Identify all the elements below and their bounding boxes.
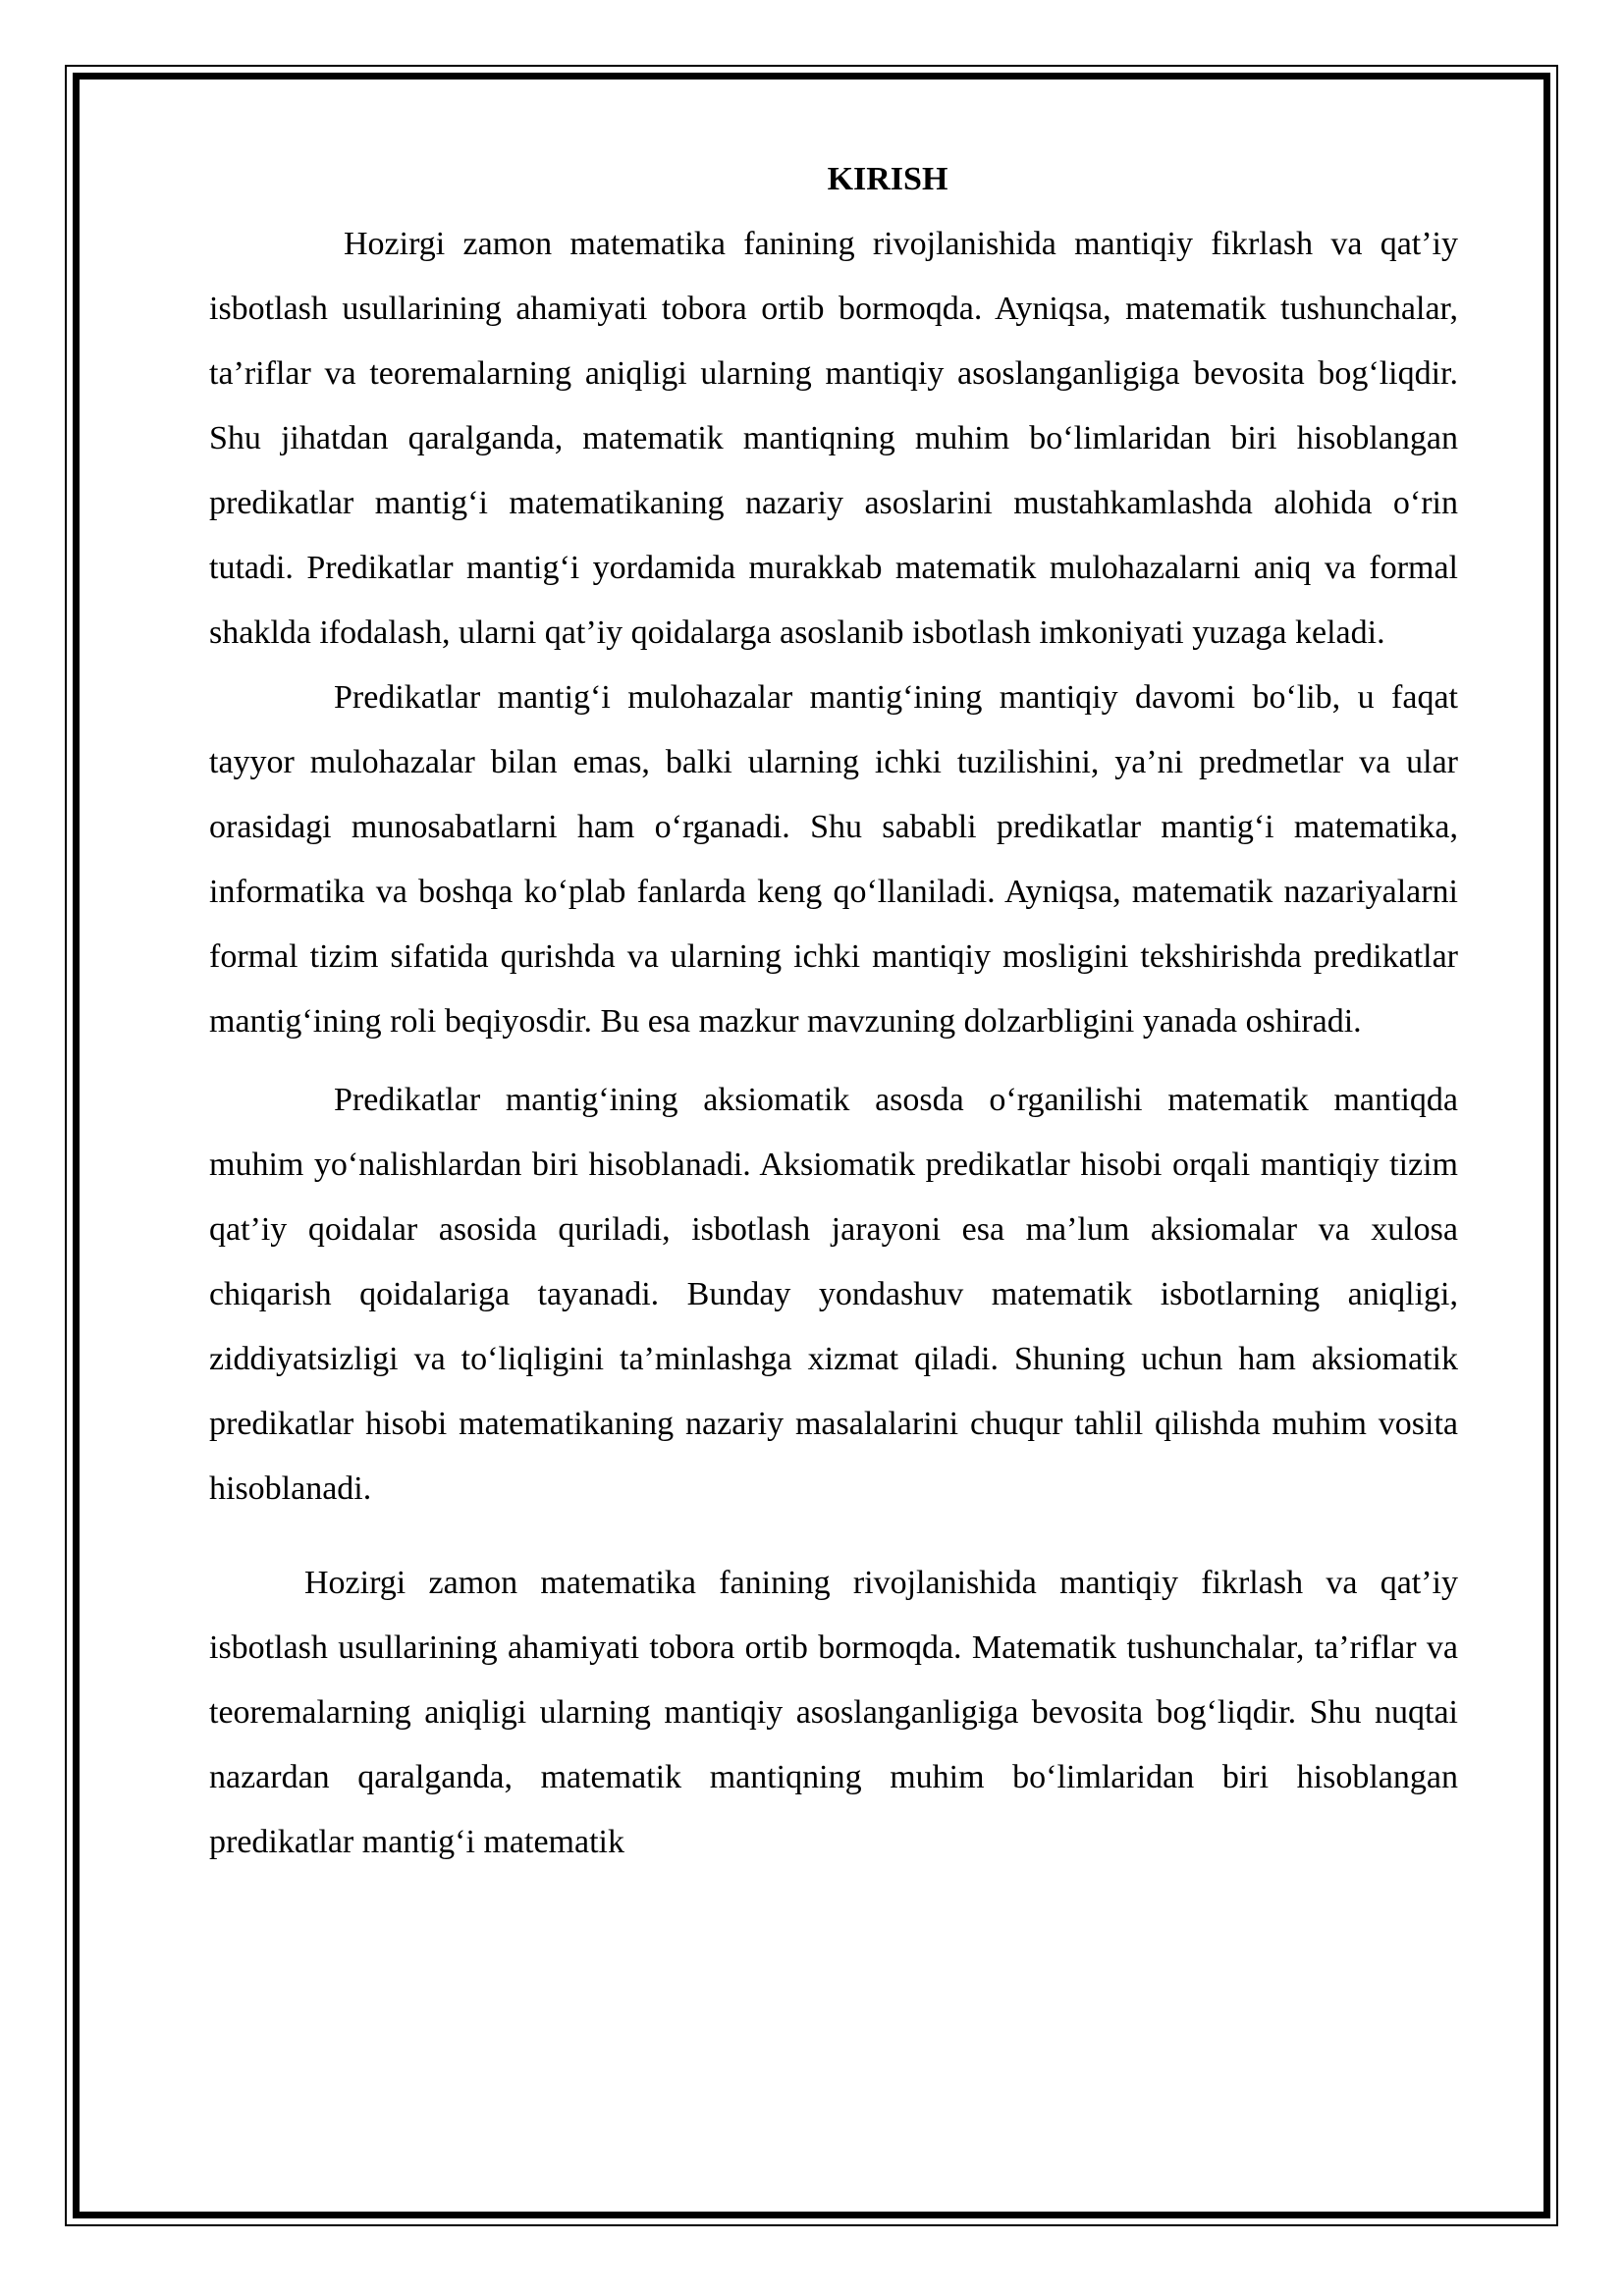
paragraph-4: Hozirgi zamon matematika fanining rivojlanishida mantiqiy fikrlash va qat’iy isbotlash usullarining ahamiyati tobora ortib bormoqda. Matematik tushunchalar, ta’riflar va teoremalarning aniqligi ularning mantiqiy asoslanganligiga bevosita bog‘liqdir. Shu nuqtai nazardan qaralganda, matematik mantiqning muhim bo‘limlaridan biri hisoblangan predikatlar mantig‘i matematik: [209, 1565, 1458, 1860]
paragraph-3: Predikatlar mantig‘ining aksiomatik asosda o‘rganilishi matematik mantiqda muhim yo‘nalishlardan biri hisoblanadi. Aksiomatik predikatlar hisobi orqali mantiqiy tizim qat’iy qoidalar asosida quriladi, isbotlash jarayoni esa ma’lum aksiomalar va xulosa chiqarish qoidalariga tayanadi. Bunday yondashuv matematik isbotlarning aniqligi, ziddiyatsizligi va to‘liqligini ta’minlashga xizmat qiladi. Shuning uchun ham aksiomatik predikatlar hisobi matematikaning nazariy masalalarini chuqur tahlil qilishda muhim vosita hisoblanadi.: [209, 1082, 1458, 1507]
paragraph-2: Predikatlar mantig‘i mulohazalar mantig‘ining mantiqiy davomi bo‘lib, u faqat tayyor mulohazalar bilan emas, balki ularning ichki tuzilishini, ya’ni predmetlar va ular orasidagi munosabatlarni ham o‘rganadi. Shu sababli predikatlar mantig‘i matematika, informatika va boshqa ko‘plab fanlarda keng qo‘llaniladi. Ayniqsa, matematik nazariyalarni formal tizim sifatida qurishda va ularning ichki mantiqiy mosligini tekshirishda predikatlar mantig‘ining roli beqiyosdir. Bu esa mazkur mavzuning dolzarbligini yanada oshiradi.: [209, 679, 1458, 1040]
paragraph-1: Hozirgi zamon matematika fanining rivojlanishida mantiqiy fikrlash va qat’iy isbotlash usullarining ahamiyati tobora ortib bormoqda. Ayniqsa, matematik tushunchalar, ta’riflar va teoremalarning aniqligi ularning mantiqiy asoslanganligiga bevosita bog‘liqdir. Shu jihatdan qaralganda, matematik mantiqning muhim bo‘limlaridan biri hisoblangan predikatlar mantig‘i matematikaning nazariy asoslarini mustahkamlashda alohida o‘rin tutadi. Predikatlar mantig‘i yordamida murakkab matematik mulohazalarni aniq va formal shaklda ifodalash, ularni qat’iy qoidalarga asoslanib isbotlash imkoniyati yuzaga keladi.: [209, 226, 1458, 651]
page-title: KIRISH: [827, 161, 948, 197]
document-body: [209, 147, 1458, 1875]
